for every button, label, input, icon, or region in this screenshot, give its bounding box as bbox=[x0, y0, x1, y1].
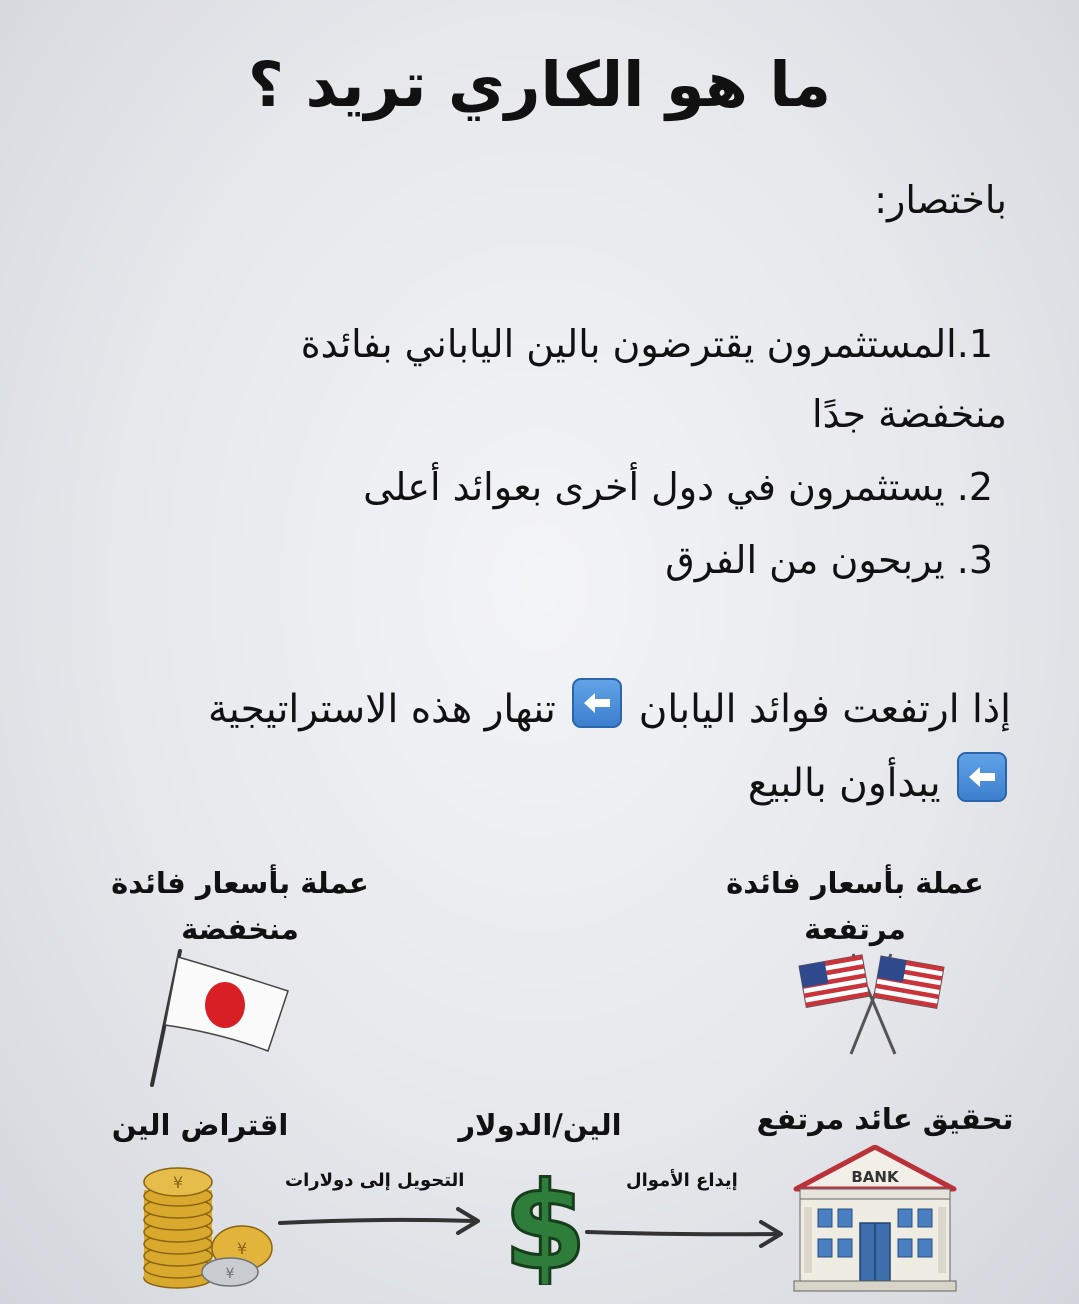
arrow-right-icon bbox=[278, 1205, 488, 1235]
arrow-convert-label: التحويل إلى دولارات bbox=[285, 1170, 465, 1191]
point-1-line-1: 1.المستثمرون يقترضون بالين الياباني بفائدة bbox=[300, 322, 993, 366]
arrow-right-icon bbox=[585, 1218, 790, 1248]
warning-line-1 bbox=[208, 678, 1011, 732]
svg-text:$: $ bbox=[503, 1160, 587, 1285]
step-return-label: تحقيق عائد مرتفع bbox=[756, 1102, 1014, 1136]
page-title: ما هو الكاري تريد ؟ bbox=[247, 48, 832, 121]
arrow-deposit-label: إيداع الأموال bbox=[626, 1170, 738, 1191]
intro-text: باختصار: bbox=[874, 178, 1007, 222]
point-1-line-2: منخفضة جدًا bbox=[812, 392, 1007, 436]
us-flags-icon bbox=[795, 950, 950, 1060]
dollar-sign-icon bbox=[500, 1160, 590, 1285]
low-rate-label-line-2: منخفضة bbox=[181, 912, 299, 946]
japan-flag-icon bbox=[140, 945, 300, 1090]
high-rate-label-line-2: مرتفعة bbox=[804, 912, 906, 946]
low-rate-label bbox=[90, 860, 390, 952]
yen-coins-icon bbox=[130, 1150, 280, 1290]
point-2: 2. يستثمرون في دول أخرى بعوائد أعلى bbox=[363, 465, 993, 509]
step-borrow-label: اقتراض الين bbox=[111, 1108, 289, 1142]
low-rate-label-line-1: عملة بأسعار فائدة bbox=[111, 866, 369, 900]
svg-text:¥: ¥ bbox=[225, 1266, 235, 1282]
svg-text:¥: ¥ bbox=[172, 1173, 184, 1192]
warning-part-1: إذا ارتفعت فوائد اليابان bbox=[638, 687, 1011, 732]
warning-line-2 bbox=[748, 752, 1011, 806]
svg-text:¥: ¥ bbox=[236, 1239, 248, 1258]
point-3: 3. يربحون من الفرق bbox=[665, 538, 993, 582]
warning-part-2: تنهار هذه الاستراتيجية bbox=[207, 687, 556, 732]
high-rate-label-line-1: عملة بأسعار فائدة bbox=[726, 866, 984, 900]
high-rate-label bbox=[705, 860, 1005, 952]
warning-part-3: يبدأون بالبيع bbox=[747, 761, 941, 806]
step-pair-label: الين/الدولار bbox=[458, 1108, 622, 1142]
bank-sign: BANK bbox=[851, 1168, 899, 1186]
left-arrow-emoji-icon bbox=[572, 678, 622, 728]
left-arrow-emoji-icon bbox=[957, 752, 1007, 802]
